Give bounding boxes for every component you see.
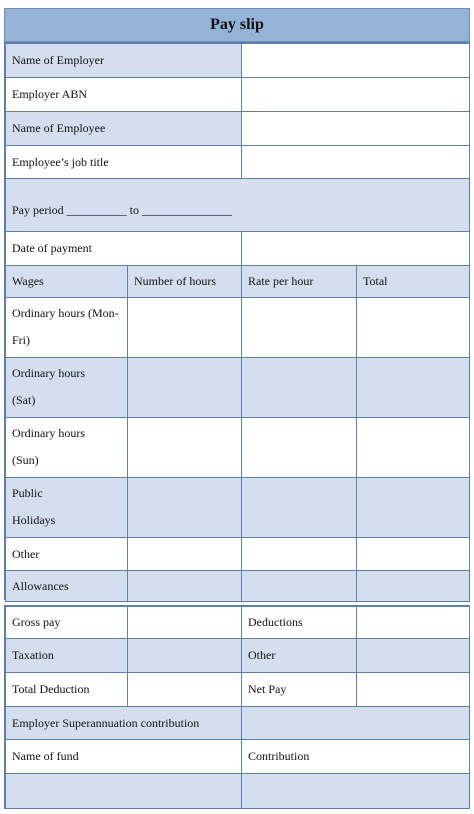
wage-row-label-line1: Ordinary hours xyxy=(12,366,85,380)
net-pay-label: Net Pay xyxy=(242,673,357,707)
job-title-label: Employee’s job title xyxy=(6,146,242,179)
super-contribution-label: Employer Superannuation contribution xyxy=(6,707,242,740)
name-of-employee-field[interactable] xyxy=(242,112,470,146)
name-of-employee-label: Name of Employee xyxy=(6,112,242,146)
date-of-payment-field[interactable] xyxy=(242,232,470,266)
rate-cell[interactable] xyxy=(242,478,357,538)
total-cell[interactable] xyxy=(357,571,470,602)
wage-row-label-line1: Ordinary hours xyxy=(12,426,85,440)
wage-row-label: Allowances xyxy=(6,571,128,602)
contribution-field[interactable] xyxy=(242,774,470,809)
hours-cell[interactable] xyxy=(128,298,242,358)
wage-row-label-line2: (Sat) xyxy=(12,393,36,407)
wage-row-label: Other xyxy=(6,538,128,571)
wage-row-label-line2: Fri) xyxy=(12,333,30,347)
page-title: Pay slip xyxy=(4,8,470,42)
pay-slip-form-summary xyxy=(4,605,470,809)
hours-cell[interactable] xyxy=(128,358,242,418)
wage-row-label-line1: Public xyxy=(12,486,43,500)
wage-row-label xyxy=(6,478,128,538)
wage-row-label-line1: Ordinary hours (Mon- xyxy=(12,306,119,320)
pay-period-row[interactable]: Pay period __________ to _______________ xyxy=(6,179,470,232)
wages-header: Wages xyxy=(6,266,128,298)
deductions-label: Deductions xyxy=(242,607,357,639)
name-of-employer-field[interactable] xyxy=(242,44,470,78)
hours-cell[interactable] xyxy=(128,478,242,538)
name-of-fund-label: Name of fund xyxy=(6,740,242,774)
employer-abn-field[interactable] xyxy=(242,78,470,112)
wage-row-label-line2: (Sun) xyxy=(12,453,39,467)
total-cell[interactable] xyxy=(357,538,470,571)
super-contribution-field[interactable] xyxy=(242,707,470,740)
total-deduction-field[interactable] xyxy=(128,673,242,707)
wage-row-label xyxy=(6,418,128,478)
rate-cell[interactable] xyxy=(242,538,357,571)
total-deduction-label: Total Deduction xyxy=(6,673,128,707)
wage-row-label-line2: Holidays xyxy=(12,513,56,527)
employer-abn-label: Employer ABN xyxy=(6,78,242,112)
total-cell[interactable] xyxy=(357,418,470,478)
other-label: Other xyxy=(242,639,357,673)
total-cell[interactable] xyxy=(357,358,470,418)
other-field[interactable] xyxy=(357,639,470,673)
rate-cell[interactable] xyxy=(242,571,357,602)
gross-pay-field[interactable] xyxy=(128,607,242,639)
deductions-field[interactable] xyxy=(357,607,470,639)
taxation-field[interactable] xyxy=(128,639,242,673)
name-of-fund-field[interactable] xyxy=(6,774,242,809)
taxation-label: Taxation xyxy=(6,639,128,673)
rate-cell[interactable] xyxy=(242,298,357,358)
wage-row-label xyxy=(6,358,128,418)
hours-cell[interactable] xyxy=(128,538,242,571)
rate-cell[interactable] xyxy=(242,358,357,418)
total-header: Total xyxy=(357,266,470,298)
total-cell[interactable] xyxy=(357,298,470,358)
gross-pay-label: Gross pay xyxy=(6,607,128,639)
pay-slip-form-main xyxy=(4,42,470,600)
rate-cell[interactable] xyxy=(242,418,357,478)
net-pay-field[interactable] xyxy=(357,673,470,707)
name-of-employer-label: Name of Employer xyxy=(6,44,242,78)
number-of-hours-header: Number of hours xyxy=(128,266,242,298)
wage-row-label xyxy=(6,298,128,358)
hours-cell[interactable] xyxy=(128,418,242,478)
rate-per-hour-header: Rate per hour xyxy=(242,266,357,298)
contribution-label: Contribution xyxy=(242,740,470,774)
date-of-payment-label: Date of payment xyxy=(6,232,242,266)
hours-cell[interactable] xyxy=(128,571,242,602)
total-cell[interactable] xyxy=(357,478,470,538)
job-title-field[interactable] xyxy=(242,146,470,179)
